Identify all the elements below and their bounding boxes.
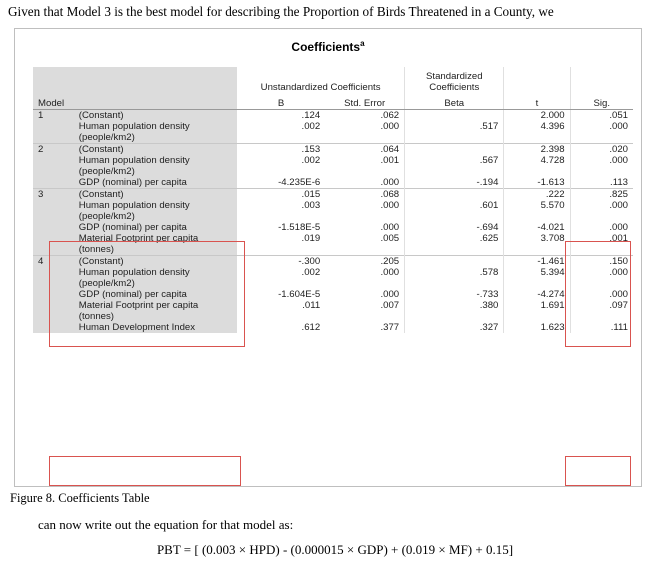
sig-cell: .001 — [570, 233, 633, 256]
std-error-cell: .001 — [380, 155, 400, 166]
table-title-text: Coefficients — [291, 40, 361, 54]
model-number-cell — [33, 222, 74, 233]
sig-cell: .113 — [570, 177, 633, 189]
std-error-cell: .062 — [325, 110, 404, 122]
predictor-label-cell: Human population density (people/km2) — [74, 155, 237, 177]
sig-cell: .000 — [570, 155, 633, 177]
table-row — [33, 110, 633, 122]
intro-text: Given that Model 3 is the best model for describing the Proportion of Birds Threatened in a County, we — [8, 4, 554, 19]
predictor-label-cell: GDP (nominal) per capita — [74, 222, 237, 233]
predictor-label-cell: (Constant) — [74, 110, 237, 122]
coefficients-table-panel — [14, 28, 642, 487]
table-row — [33, 177, 633, 189]
predictor-label-cell: Material Footprint per capita (tonnes) — [74, 300, 237, 322]
t-cell: 3.708 — [504, 233, 570, 256]
b-cell: .612 — [301, 322, 321, 333]
sig-cell: .000 — [570, 121, 633, 144]
equation-lead-text: can now write out the equation for that model as: — [38, 517, 294, 532]
b-cell: -1.518E-5 — [278, 222, 321, 233]
figure-caption: Figure 8. Coefficients Table — [10, 491, 150, 505]
table-title-superscript: a — [360, 39, 365, 48]
header-sig-spacer — [570, 67, 633, 93]
std-error-cell: .064 — [325, 144, 404, 156]
predictor-label-cell: Human population density (people/km2) — [74, 121, 237, 144]
sig-cell: .000 — [570, 222, 633, 233]
model-number-cell — [33, 300, 74, 322]
t-cell: 1.691 — [504, 300, 570, 322]
header-sig: Sig. — [570, 93, 633, 110]
model-number-cell — [33, 322, 74, 333]
std-error-cell: .068 — [325, 189, 404, 201]
std-error-cell: .000 — [380, 289, 400, 300]
beta-cell: -.194 — [405, 177, 504, 189]
t-cell: 4.728 — [504, 155, 570, 177]
std-error-cell: .005 — [380, 233, 400, 244]
std-error-cell: .205 — [325, 256, 404, 268]
b-cell: -1.604E-5 — [278, 289, 321, 300]
table-row — [33, 233, 633, 256]
beta-cell — [405, 144, 504, 156]
b-cell: .153 — [237, 144, 325, 156]
beta-cell: .578 — [405, 267, 504, 289]
table-row — [33, 222, 633, 233]
table-row — [33, 256, 633, 268]
b-cell: .019 — [301, 233, 321, 244]
b-cell: .015 — [237, 189, 325, 201]
std-error-cell: .000 — [380, 267, 400, 278]
model-equation: PBT = [ (0.003 × HPD) - (0.000015 × GDP) + (0.019 × MF) + 0.15] — [156, 542, 514, 557]
b-cell: .124 — [237, 110, 325, 122]
t-cell: 2.398 — [504, 144, 570, 156]
header-t: t — [504, 93, 570, 110]
sig-cell: .097 — [570, 300, 633, 322]
hdi-label-highlight — [49, 456, 241, 486]
beta-cell: .567 — [405, 155, 504, 177]
predictor-label-cell: Human population density (people/km2) — [74, 267, 237, 289]
sig-cell: .000 — [570, 289, 633, 300]
std-error-cell: .377 — [380, 322, 400, 333]
model-number-cell: 3 — [33, 189, 74, 201]
table-row — [33, 322, 633, 333]
sig-cell: .020 — [570, 144, 633, 156]
b-cell: .011 — [302, 300, 321, 311]
coefficients-table — [33, 67, 633, 333]
beta-cell: .625 — [405, 233, 504, 256]
model-number-cell — [33, 200, 74, 222]
std-error-cell: .000 — [380, 200, 400, 211]
beta-cell — [405, 189, 504, 201]
predictor-label-cell: GDP (nominal) per capita — [74, 289, 237, 300]
table-row — [33, 300, 633, 322]
beta-cell — [405, 110, 504, 122]
sig-cell: .111 — [570, 322, 633, 333]
predictor-label-cell: GDP (nominal) per capita — [74, 177, 237, 189]
t-cell: 4.396 — [504, 121, 570, 144]
header-unstandardized: Unstandardized Coefficients — [260, 82, 381, 93]
header-t-spacer — [504, 67, 570, 93]
hdi-sig-highlight — [565, 456, 631, 486]
header-beta: Beta — [405, 93, 504, 110]
predictor-label-cell: Human Development Index — [74, 322, 237, 333]
t-cell: .222 — [504, 189, 570, 201]
t-cell: 5.394 — [504, 267, 570, 289]
std-error-cell: .007 — [380, 300, 400, 311]
table-row — [33, 144, 633, 156]
model-number-cell — [33, 177, 74, 189]
header-std-error: Std. Error — [325, 93, 404, 110]
model-number-cell: 4 — [33, 256, 74, 268]
table-row — [33, 200, 633, 222]
table-row — [33, 289, 633, 300]
std-error-cell: .000 — [380, 121, 400, 132]
header-model-spacer — [33, 67, 74, 93]
model-number-cell — [33, 121, 74, 144]
model-number-cell: 2 — [33, 144, 74, 156]
table-row — [33, 121, 633, 144]
predictor-label-cell: Material Footprint per capita (tonnes) — [74, 233, 237, 256]
header-standardized: Standardized Coefficients — [405, 67, 504, 93]
model-number-cell — [33, 155, 74, 177]
beta-cell: .601 — [405, 200, 504, 222]
model-number-cell — [33, 233, 74, 256]
beta-cell: .327 — [405, 322, 504, 333]
beta-cell: -.733 — [405, 289, 504, 300]
sig-cell: .150 — [570, 256, 633, 268]
model-number-cell — [33, 267, 74, 289]
t-cell: 5.570 — [504, 200, 570, 222]
b-cell: .002 — [301, 121, 321, 132]
sig-cell: .000 — [570, 200, 633, 222]
std-error-cell: .000 — [380, 177, 400, 188]
header-label-spacer — [74, 67, 237, 93]
b-cell: .002 — [301, 155, 321, 166]
model-number-cell — [33, 289, 74, 300]
beta-cell: .380 — [405, 300, 504, 322]
coefficients-table-body — [33, 110, 633, 334]
t-cell: -1.613 — [504, 177, 570, 189]
b-cell: .003 — [301, 200, 321, 211]
header-label — [74, 93, 237, 110]
beta-cell: -.694 — [405, 222, 504, 233]
table-row — [33, 189, 633, 201]
beta-cell — [405, 256, 504, 268]
table-row — [33, 155, 633, 177]
sig-cell: .825 — [570, 189, 633, 201]
model-number-cell: 1 — [33, 110, 74, 122]
sig-cell: .000 — [570, 267, 633, 289]
sig-cell: .051 — [570, 110, 633, 122]
b-cell: .002 — [301, 267, 321, 278]
beta-cell: .517 — [405, 121, 504, 144]
std-error-cell: .000 — [380, 222, 400, 233]
t-cell: -1.461 — [504, 256, 570, 268]
header-b: B — [237, 93, 325, 110]
header-model: Model — [33, 93, 74, 110]
predictor-label-cell: (Constant) — [74, 256, 237, 268]
t-cell: 1.623 — [504, 322, 570, 333]
table-row — [33, 267, 633, 289]
predictor-label-cell: Human population density (people/km2) — [74, 200, 237, 222]
predictor-label-cell: (Constant) — [74, 189, 237, 201]
b-cell: -4.235E-6 — [278, 177, 321, 188]
t-cell: 2.000 — [504, 110, 570, 122]
table-title — [15, 39, 641, 54]
b-cell: -.300 — [237, 256, 325, 268]
predictor-label-cell: (Constant) — [74, 144, 237, 156]
t-cell: -4.021 — [504, 222, 570, 233]
t-cell: -4.274 — [504, 289, 570, 300]
